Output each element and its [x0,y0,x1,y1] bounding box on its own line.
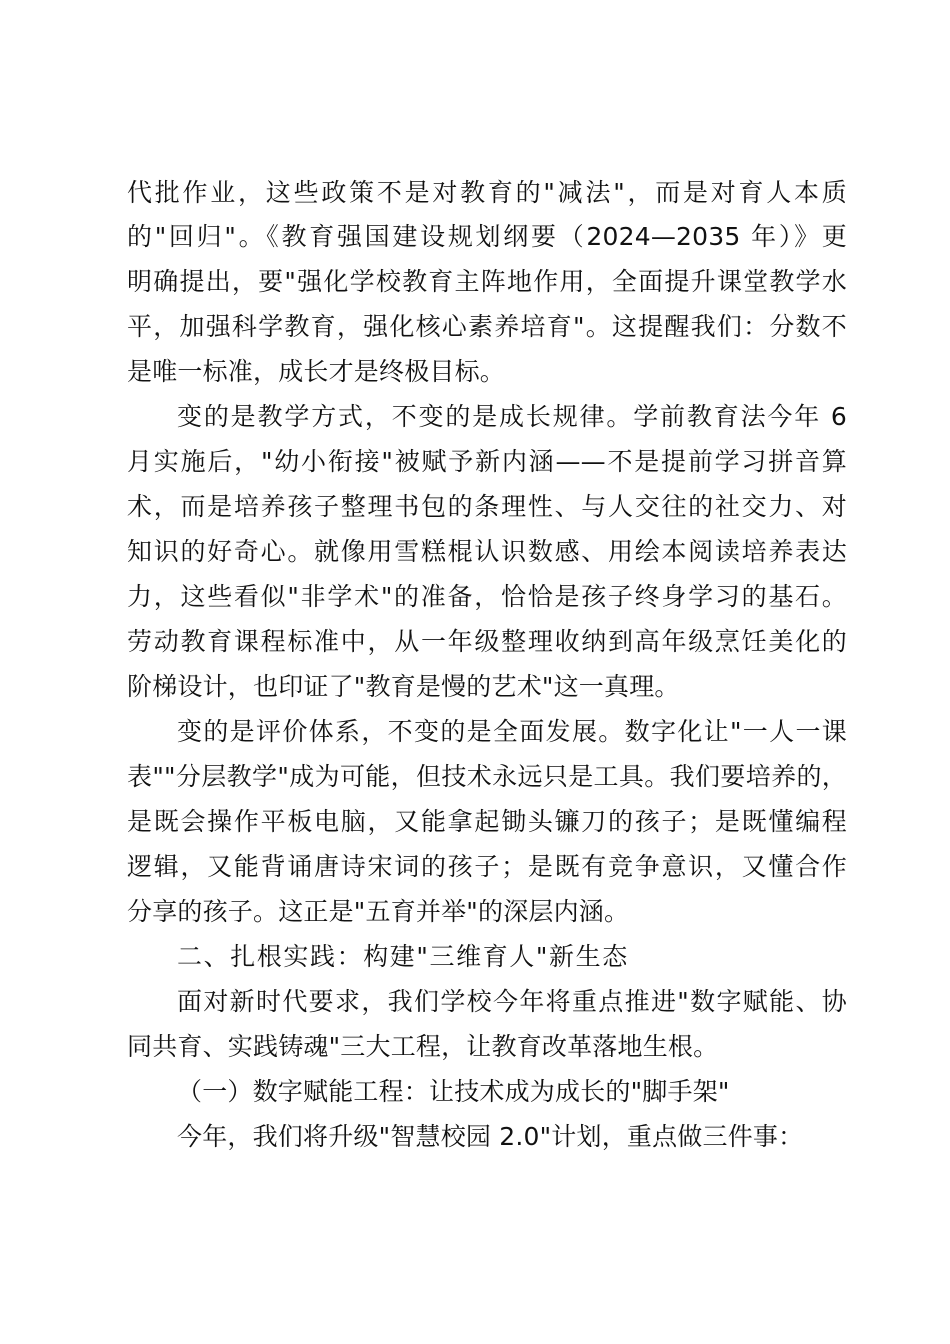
body-text-line: 是既会操作平板电脑，又能拿起锄头镰刀的孩子；是既懂编程 [127,807,847,836]
body-text-line: 分享的孩子。这正是"五育并举"的深层内涵。 [127,897,630,926]
body-text-line: 表""分层教学"成为可能，但技术永远只是工具。我们要培养的， [127,762,847,791]
body-text-line: 力，这些看似"非学术"的准备，恰恰是孩子终身学习的基石。 [127,582,847,611]
body-text-line: 知识的好奇心。就像用雪糕棍认识数感、用绘本阅读培养表达 [127,537,847,566]
body-text-line: 术，而是培养孩子整理书包的条理性、与人交往的社交力、对 [127,492,847,521]
body-text-line: 逻辑，又能背诵唐诗宋词的孩子；是既有竞争意识，又懂合作 [127,852,847,881]
body-text-line: 平，加强科学教育，强化核心素养培育"。这提醒我们：分数不 [127,312,847,341]
body-text-line: 是唯一标准，成长才是终极目标。 [127,357,506,386]
paragraph-first-line: 面对新时代要求，我们学校今年将重点推进"数字赋能、协 [177,987,847,1016]
section-heading: 二、扎根实践：构建"三维育人"新生态 [177,942,629,971]
body-text-line: 阶梯设计，也印证了"教育是慢的艺术"这一真理。 [127,672,680,701]
body-text-line: 的"回归"。《教育强国建设规划纲要（2024—2035 年）》更 [127,222,847,251]
body-text-line: 劳动教育课程标准中，从一年级整理收纳到高年级烹饪美化的 [127,627,847,656]
subsection-heading: （一）数字赋能工程：让技术成为成长的"脚手架" [177,1077,730,1106]
paragraph-first-line: 变的是教学方式，不变的是成长规律。学前教育法今年 6 [177,402,847,431]
paragraph-first-line: 今年，我们将升级"智慧校园 2.0"计划，重点做三件事： [177,1122,804,1151]
body-text-line: 代批作业，这些政策不是对教育的"减法"，而是对育人本质 [127,178,847,207]
paragraph-first-line: 变的是评价体系，不变的是全面发展。数字化让"一人一课 [177,717,847,746]
body-text-line: 月实施后，"幼小衔接"被赋予新内涵——不是提前学习拼音算 [127,447,847,476]
body-text-line: 同共育、实践铸魂"三大工程，让教育改革落地生根。 [127,1032,719,1061]
body-text-line: 明确提出，要"强化学校教育主阵地作用，全面提升课堂教学水 [127,267,847,296]
